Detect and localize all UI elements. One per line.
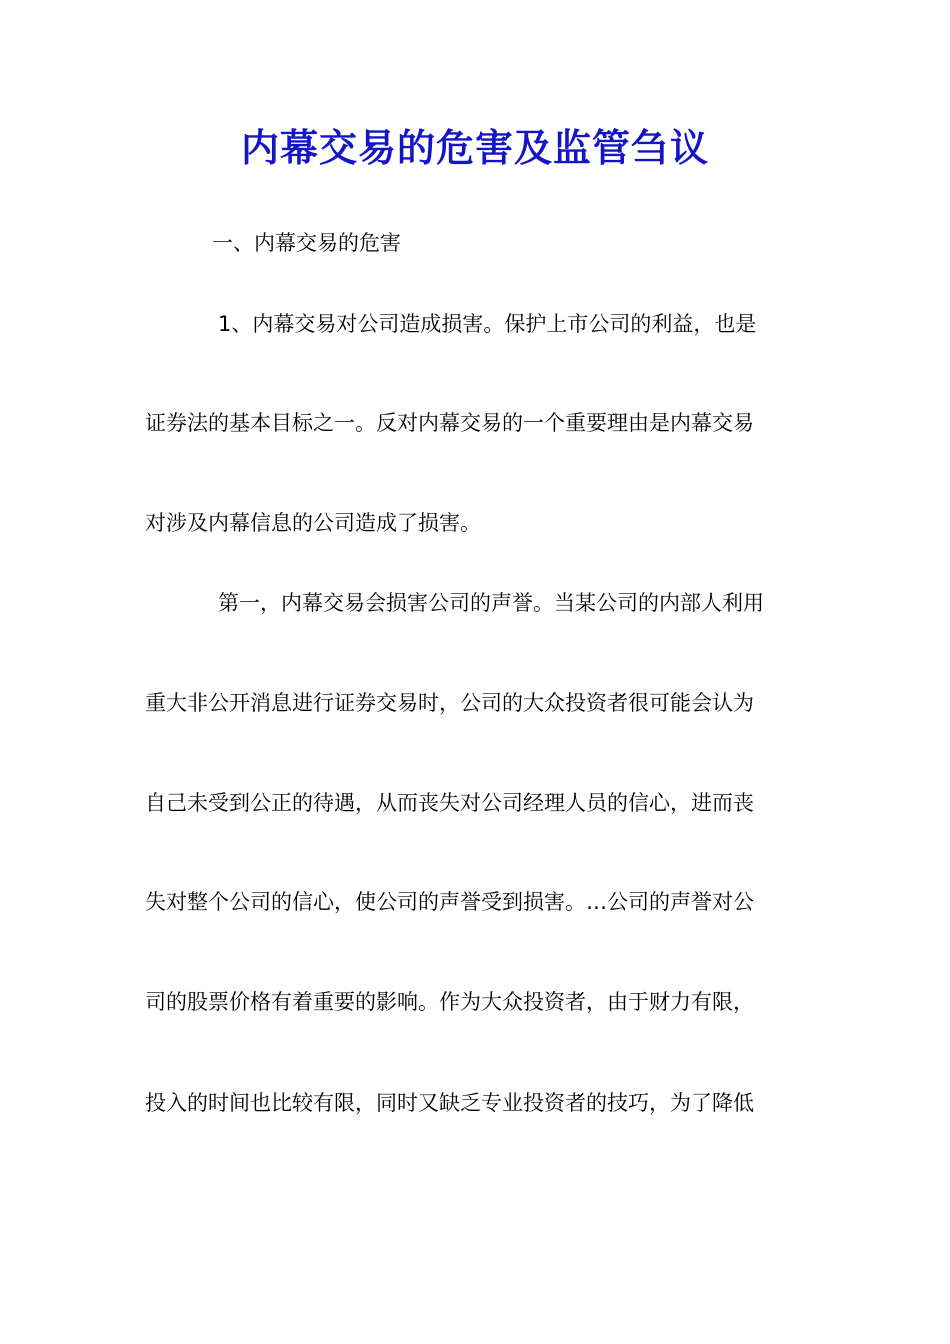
paragraph-line: 证券法的基本目标之一。反对内幕交易的一个重要理由是内幕交易 xyxy=(145,411,754,435)
paragraph-line: 失对整个公司的信心，使公司的声誉受到损害。…公司的声誉对公 xyxy=(145,890,754,914)
paragraph-line: 自己未受到公正的待遇，从而丧失对公司经理人员的信心，进而丧 xyxy=(145,791,754,815)
paragraph-line: 第一，内幕交易会损害公司的声誉。当某公司的内部人利用 xyxy=(218,591,764,615)
paragraph-line: 重大非公开消息进行证券交易时，公司的大众投资者很可能会认为 xyxy=(145,691,754,715)
paragraph-line: 1、内幕交易对公司造成损害。保护上市公司的利益，也是 xyxy=(218,312,757,336)
paragraph-line: 对涉及内幕信息的公司造成了损害。 xyxy=(145,511,481,535)
section-heading: 一、内幕交易的危害 xyxy=(212,231,401,255)
document-title: 内幕交易的危害及监管刍议 xyxy=(240,126,709,170)
paragraph-line: 投入的时间也比较有限，同时又缺乏专业投资者的技巧，为了降低 xyxy=(145,1091,754,1115)
paragraph-line: 司的股票价格有着重要的影响。作为大众投资者，由于财力有限， xyxy=(145,990,754,1014)
